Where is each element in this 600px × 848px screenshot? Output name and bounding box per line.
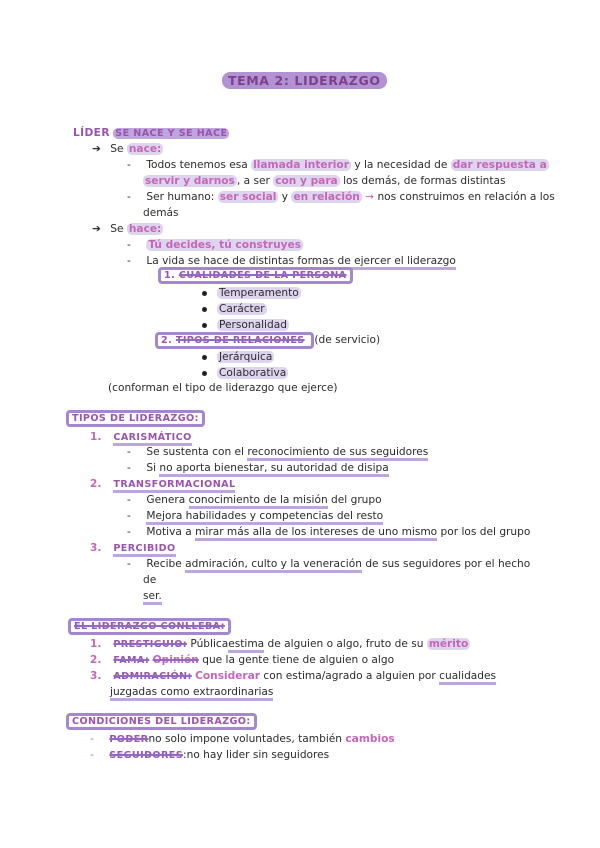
conlleva-label-1: PRESTIGUIO: — [113, 639, 187, 650]
tipos-item — [202, 350, 274, 364]
transformacional-num: 2. — [90, 478, 102, 490]
nace-item-2-cont — [143, 206, 179, 220]
condicion-label-1: PODER — [109, 734, 149, 745]
conlleva-item-2 — [90, 653, 394, 668]
conlleva-label-3: ADMIRACIÓN: — [113, 671, 192, 682]
conlleva-heading-text: EL LIDERAZGO CONLLEBA: — [68, 618, 231, 635]
conlleva-heading — [68, 619, 231, 634]
percibido-l1a: Recibe — [146, 558, 182, 570]
percibido-line-3 — [143, 589, 162, 603]
transf-l3c: por los del grupo — [440, 526, 531, 538]
conlleva-2b: Opinión — [152, 654, 199, 666]
conlleva-label-2: FAMA: — [113, 655, 150, 666]
cualidades-item — [202, 302, 267, 316]
nace-item-2-f: nos construimos en relación a los — [377, 191, 555, 203]
tipo-0: Jerárquica — [219, 351, 273, 363]
hace-item-2-a: La vida se hace de — [146, 255, 246, 267]
nace-item-2-arrow: → — [365, 191, 375, 203]
conlleva-item-1 — [90, 637, 470, 652]
percibido-heading — [90, 541, 176, 556]
cualidades-box — [158, 267, 353, 284]
percibido-line-2 — [143, 573, 156, 587]
nace-item-1-f: , a ser — [236, 175, 270, 187]
page-title — [222, 74, 387, 89]
carismatico-line-1: - Se sustenta con el reconocimiento de sus seguidores — [127, 445, 428, 459]
nace-item-1: - Todos tenemos esa llamada interior y la necesidad de dar respuesta a — [127, 159, 547, 171]
se-hace-word: hace: — [128, 223, 162, 235]
arrow-icon: ➔ — [92, 223, 101, 235]
transformacional-heading — [90, 477, 235, 492]
transformacional-label: TRANSFORMACIONAL — [113, 479, 235, 493]
hace-note — [108, 381, 338, 395]
carismatico-l1a: Se sustenta con el — [146, 446, 244, 458]
nace-item-2: - Ser humano: ser social y en relación → nos construimos en relación a los — [127, 191, 555, 203]
tipos-num: 2. — [161, 335, 173, 346]
lider-label: LÍDER — [73, 127, 110, 139]
hace-item-1: - Tú decides, tú construyes — [127, 239, 302, 251]
cualidad-0: Temperamento — [219, 287, 299, 299]
carismatico-l1b: reconocimiento de sus seguidores — [247, 446, 428, 461]
nace-item-2-a: Ser humano: — [146, 191, 215, 203]
nace-item-2-d: en relación — [293, 191, 360, 203]
transf-l3b: mirar más alla de los intereses de uno mismo — [195, 526, 437, 541]
cualidades-num: 1. — [164, 270, 176, 281]
carismatico-line-2: - Si no aporta bienestar, su autoridad de disipa — [127, 461, 389, 475]
carismatico-l2a: Si — [146, 462, 157, 474]
lider-heading-text: SE NACE Y SE HACE — [115, 128, 228, 139]
cualidad-2: Personalidad — [219, 319, 287, 331]
conlleva-num-1: 1. — [90, 638, 102, 650]
transformacional-line-2: - Mejora habilidades y competencias del resto — [127, 509, 383, 523]
nace-item-1-e: servir y darnos — [145, 175, 235, 187]
conlleva-num-3: 3. — [90, 670, 102, 682]
percibido-l1b: admiración, culto y la veneración — [185, 558, 362, 573]
percibido-num: 3. — [90, 542, 102, 554]
conlleva-2c: que la gente tiene de alguien o algo — [202, 654, 395, 666]
cualidad-1: Carácter — [219, 303, 265, 315]
condicion-1b: cambios — [345, 733, 395, 745]
nace-item-2-g: demás — [143, 207, 179, 219]
conlleva-1b: estima — [228, 638, 264, 653]
hace-item-2: - La vida se hace de distintas formas de ejercer el liderazgo — [127, 254, 456, 268]
conlleva-3c: con estima/agrado a alguien por — [263, 670, 436, 682]
tipos-suffix: (de servicio) — [314, 334, 381, 346]
cualidades-label: CUALIDADES DE LA PERSONA — [178, 270, 347, 281]
tipos-liderazgo-heading-text: TIPOS DE LIDERAZGO: — [66, 410, 205, 427]
conlleva-num-2: 2. — [90, 654, 102, 666]
tipo-1: Colaborativa — [219, 367, 287, 379]
hace-item-1-text: Tú decides, tú construyes — [148, 239, 302, 251]
condiciones-item-1: - PODERno solo impone voluntades, también cambios — [90, 733, 395, 745]
nace-item-2-b: ser social — [219, 191, 277, 203]
transf-l1a: Genera — [146, 494, 186, 506]
conlleva-3b: Considerar — [195, 670, 261, 682]
title-text: TEMA 2: LIDERAZGO — [222, 72, 387, 89]
transf-l3a: Motiva a — [146, 526, 192, 538]
se-nace-word: nace: — [128, 143, 162, 155]
se-hace-prefix: Se — [110, 223, 124, 235]
tipos-relaciones-heading — [155, 333, 380, 348]
condiciones-heading-text: CONDICIONES DEL LIDERAZGO: — [66, 713, 257, 730]
condicion-2a: :no hay lider sin seguidores — [183, 749, 330, 761]
percibido-l2: de — [143, 574, 157, 586]
cualidades-item — [202, 286, 301, 300]
hace-note-text: (conforman el tipo de liderazgo que ejerce) — [108, 382, 338, 394]
transf-l2: Mejora habilidades y competencias del resto — [146, 510, 383, 525]
carismatico-num: 1. — [90, 431, 102, 443]
conlleva-3e: juzgadas como extraordinarias — [110, 686, 273, 701]
carismatico-label: CARISMÁTICO — [113, 432, 191, 446]
tipos-relaciones-box — [155, 332, 314, 349]
conlleva-3d: cualidades — [439, 670, 496, 685]
conlleva-1c: de alguien o algo, fruto de su — [267, 638, 424, 650]
carismatico-heading — [90, 430, 192, 445]
se-hace-line — [92, 222, 163, 236]
percibido-l3: ser. — [143, 590, 162, 605]
percibido-label: PERCIBIDO — [113, 543, 175, 557]
nace-item-1-a: Todos tenemos esa — [146, 159, 248, 171]
arrow-icon: ➔ — [92, 143, 101, 155]
transformacional-line-3: - Motiva a mirar más alla de los intereses de uno mismo por los del grupo — [127, 525, 530, 539]
conlleva-1a: Pública — [190, 638, 229, 650]
carismatico-l2b: no aporta bienestar, su autoridad de disipa — [159, 462, 388, 477]
condiciones-item-2: - SEGUIDORES:no hay lider sin seguidores — [90, 749, 330, 761]
hace-item-2-b: distintas formas de ejercer el liderazgo — [249, 255, 456, 270]
conlleva-item-3-cont — [110, 685, 273, 699]
nace-item-2-c: y — [281, 191, 289, 203]
percibido-l1c: de sus seguidores por el hecho — [365, 558, 531, 570]
conlleva-item-3 — [90, 669, 496, 684]
transf-l1b: conocimiento de la misión — [189, 494, 328, 509]
tipos-item — [202, 366, 288, 380]
tipos-liderazgo-heading — [66, 411, 205, 426]
nace-item-1-h: los demás, de formas distintas — [343, 175, 506, 187]
transformacional-line-1: - Genera conocimiento de la misión del grupo — [127, 493, 382, 507]
transf-l1c: del grupo — [331, 494, 382, 506]
tipos-label: TIPOS DE RELACIONES — [175, 335, 305, 346]
cualidades-item — [202, 318, 289, 332]
se-nace-prefix: Se — [110, 143, 124, 155]
nace-item-1-c: y la necesidad de — [354, 159, 448, 171]
condiciones-heading — [66, 714, 257, 729]
nace-item-1-cont — [143, 174, 506, 188]
nace-item-1-d: dar respuesta a — [452, 159, 547, 171]
cualidades-heading — [158, 268, 353, 283]
conlleva-1d: mérito — [428, 638, 469, 650]
se-nace-line — [92, 142, 163, 156]
nace-item-1-b: llamada interior — [253, 159, 349, 171]
condicion-label-2: SEGUIDORES — [109, 750, 184, 761]
percibido-line-1: - Recibe admiración, culto y la veneración de sus seguidores por el hecho — [127, 557, 530, 571]
condicion-1a: no solo impone voluntades, también — [148, 733, 343, 745]
lider-heading — [73, 126, 229, 141]
nace-item-1-g: con y para — [275, 175, 338, 187]
